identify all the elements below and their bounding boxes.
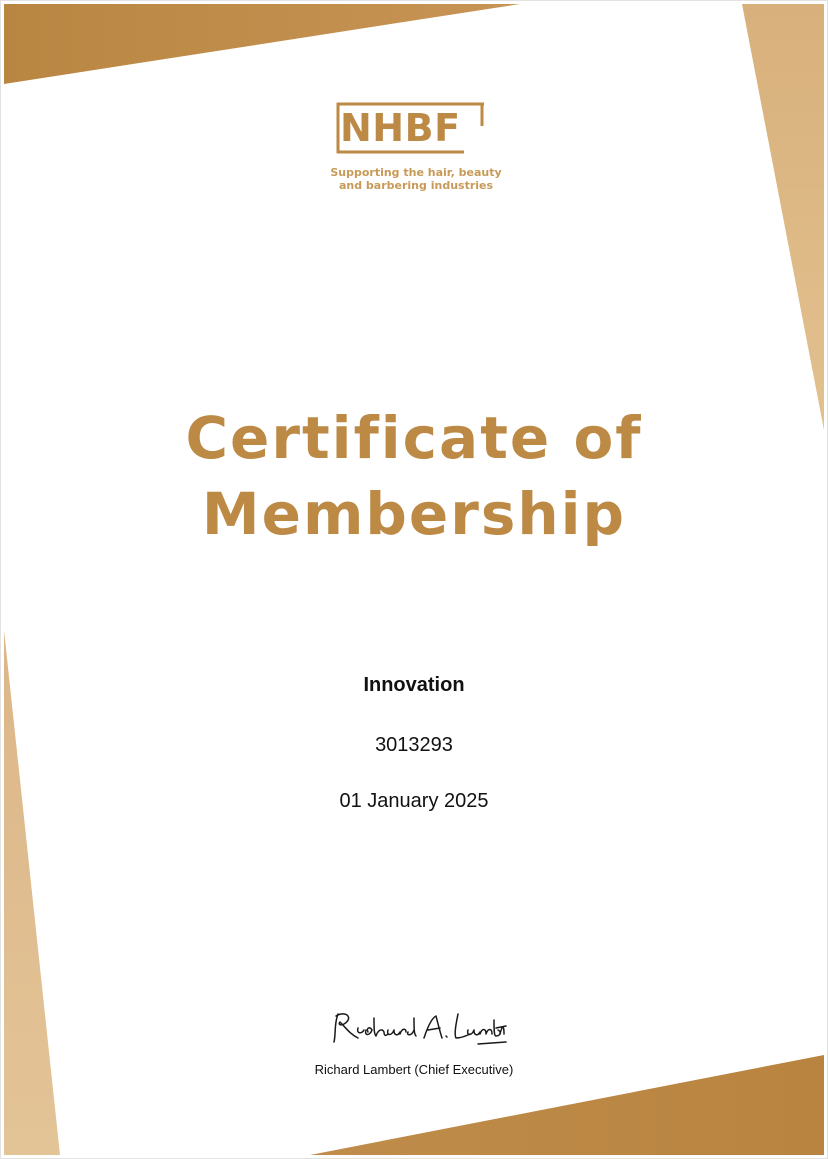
membership-number: 3013293 [375, 734, 453, 756]
certificate-title-line1: Certificate of [185, 404, 643, 472]
logo-tagline [330, 166, 502, 192]
right-band [742, 4, 824, 430]
logo-tagline-line1: Supporting the hair, beauty [330, 166, 502, 179]
handwritten-signature [328, 1004, 508, 1054]
membership-date: 01 January 2025 [339, 790, 489, 812]
certificate-title [0, 400, 828, 552]
logo-acronym: NHBF [340, 106, 461, 150]
member-name: Innovation [363, 674, 465, 696]
signatory-name: Richard Lambert (Chief Executive) [314, 1062, 514, 1077]
certificate-title-line2: Membership [201, 480, 627, 548]
logo-tagline-line2: and barbering industries [338, 179, 494, 192]
top-left-band [4, 4, 520, 84]
